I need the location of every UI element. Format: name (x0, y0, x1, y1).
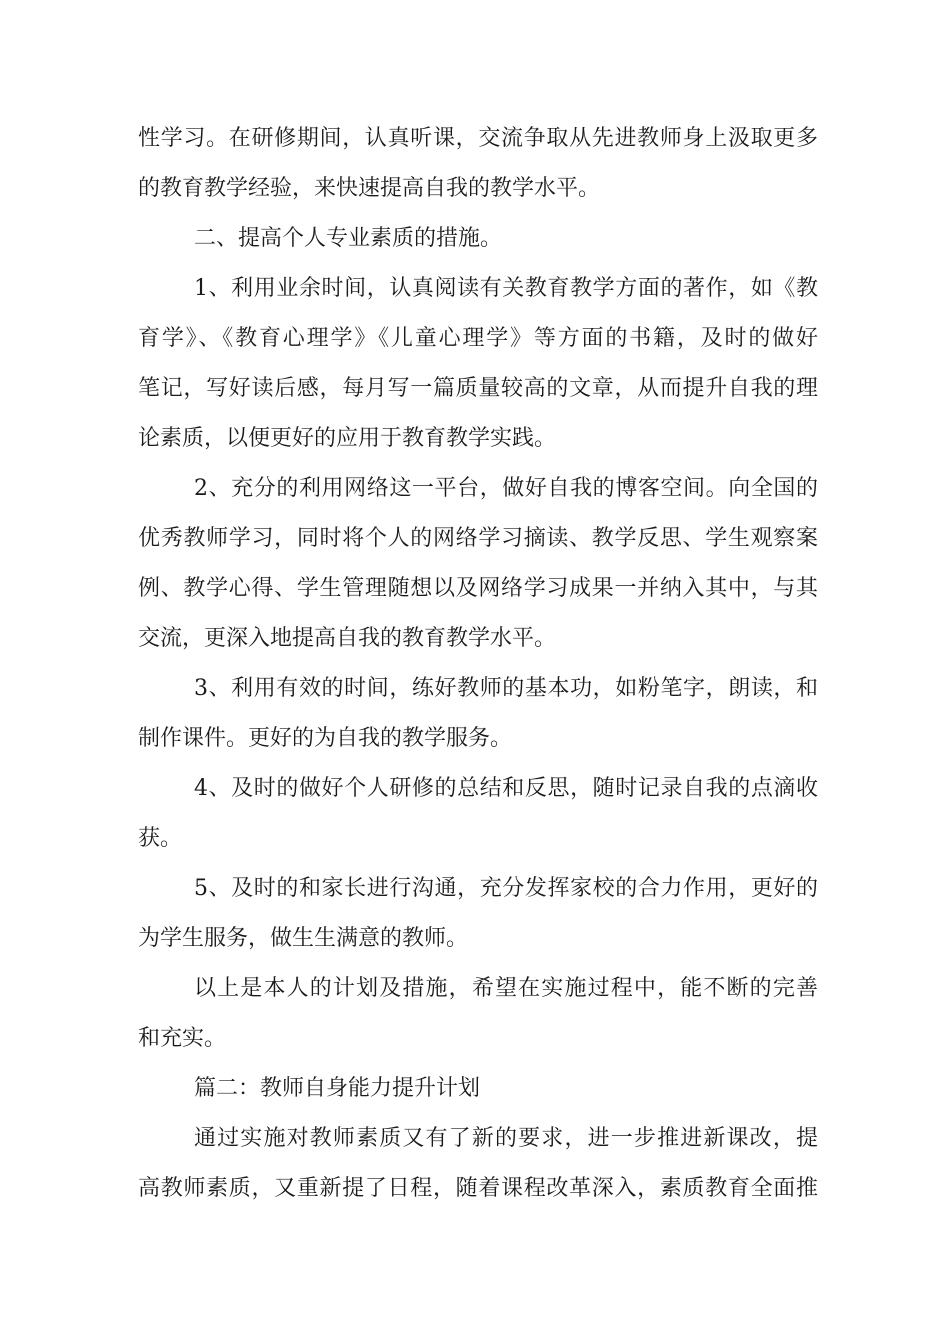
text-line: 4、及时的做好个人研修的总结和反思，随时记录自我的点滴收 (194, 776, 818, 801)
text-line: 论素质，以便更好的应用于教育教学实践。 (138, 426, 557, 451)
paragraph (138, 464, 818, 664)
paragraph (138, 964, 818, 1064)
text-line: 笔记，写好读后感，每月写一篇质量较高的文章，从而提升自我的理 (138, 376, 818, 401)
text-line: 通过实施对教师素质又有了新的要求，进一步推进新课改，提 (194, 1126, 818, 1151)
paragraph (138, 264, 818, 464)
text-line: 性学习。在研修期间，认真听课，交流争取从先进教师身上汲取更多 (138, 126, 818, 151)
paragraph (138, 664, 818, 764)
text-line: 为学生服务，做生生满意的教师。 (138, 926, 469, 951)
text-line: 高教师素质，又重新提了日程，随着课程改革深入，素质教育全面推 (138, 1176, 818, 1201)
text-line: 和充实。 (138, 1026, 227, 1051)
text-line: 例、教学心得、学生管理随想以及网络学习成果一并纳入其中，与其 (138, 576, 818, 601)
paragraph (138, 1114, 818, 1214)
article-title (138, 1064, 818, 1114)
text-line: 制作课件。更好的为自我的教学服务。 (138, 726, 513, 751)
text-line: 篇二：教师自身能力提升计划 (194, 1076, 481, 1101)
text-line: 以上是本人的计划及措施，希望在实施过程中，能不断的完善 (194, 976, 818, 1001)
text-line: 二、提高个人专业素质的措施。 (194, 226, 503, 251)
text-line: 3、利用有效的时间，练好教师的基本功，如粉笔字，朗读，和 (194, 676, 818, 701)
text-line: 获。 (138, 826, 183, 851)
paragraph (138, 864, 818, 964)
paragraph (138, 764, 818, 864)
text-line: 交流，更深入地提高自我的教育教学水平。 (138, 626, 557, 651)
section-heading (138, 214, 818, 264)
document-body (138, 114, 818, 1214)
text-line: 5、及时的和家长进行沟通，充分发挥家校的合力作用，更好的 (194, 876, 818, 901)
text-line: 育学》、《教育心理学》《儿童心理学》等方面的书籍，及时的做好 (138, 326, 818, 351)
paragraph (138, 114, 818, 214)
text-line: 优秀教师学习，同时将个人的网络学习摘读、教学反思、学生观察案 (138, 526, 818, 551)
text-line: 的教育教学经验，来快速提高自我的教学水平。 (138, 176, 601, 201)
text-line: 2、充分的利用网络这一平台，做好自我的博客空间。向全国的 (194, 476, 818, 501)
text-line: 1、利用业余时间，认真阅读有关教育教学方面的著作，如《教 (194, 276, 818, 301)
